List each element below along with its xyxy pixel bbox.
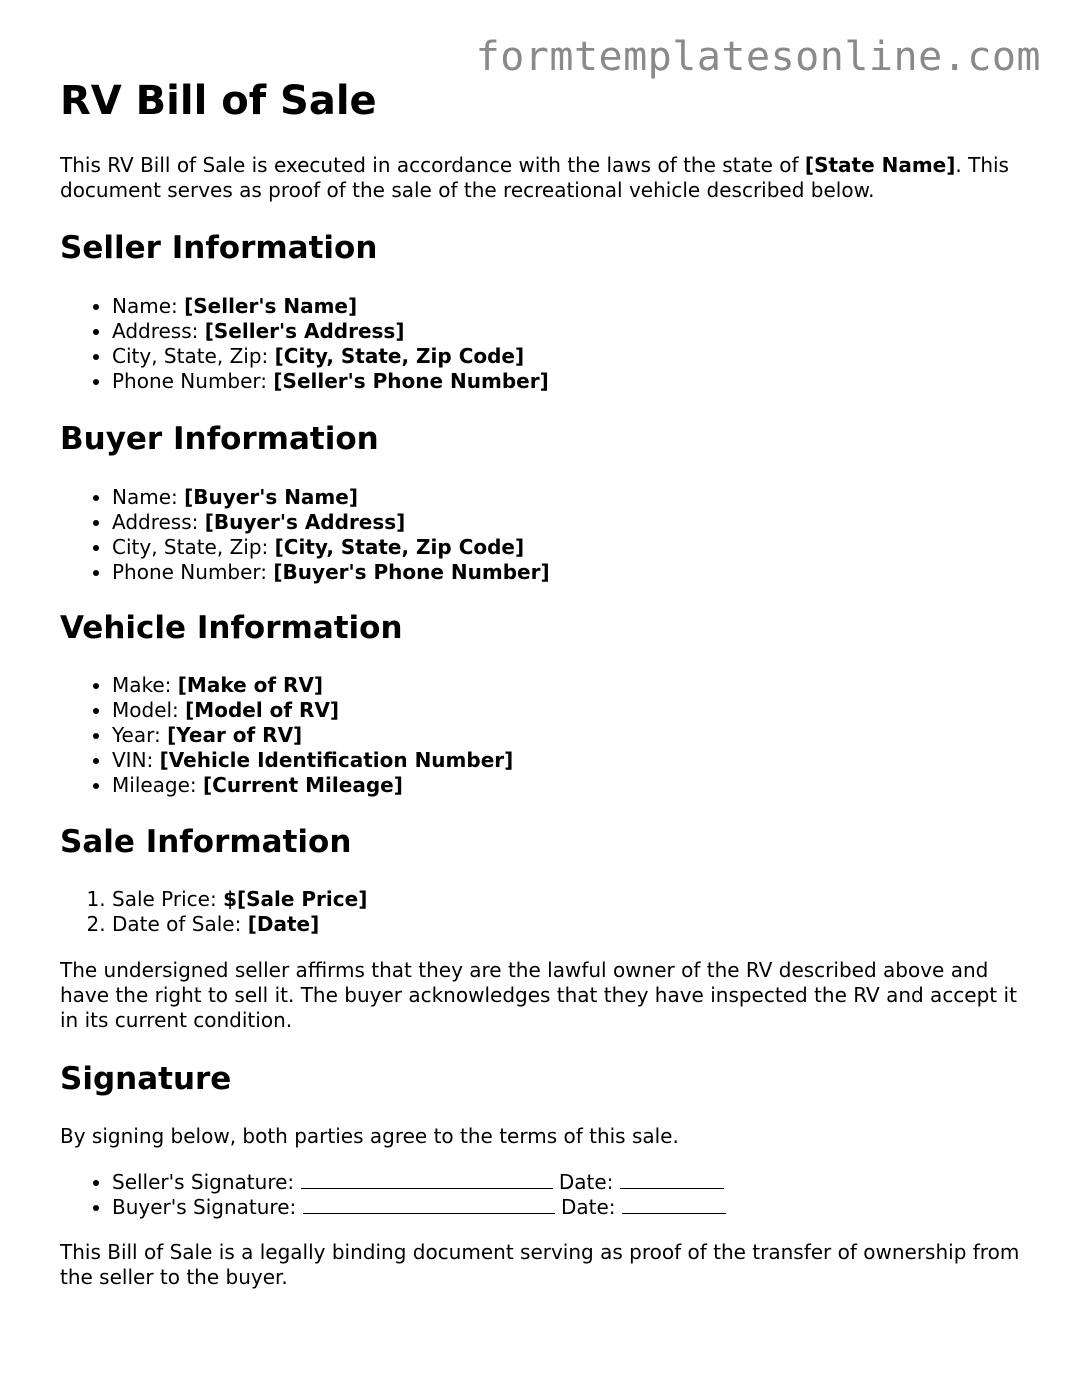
item-value: [Buyer's Name]	[184, 485, 358, 509]
signature-list	[60, 1170, 1020, 1220]
vehicle-mileage-item	[112, 773, 1020, 798]
item-label: Date of Sale:	[112, 912, 248, 936]
seller-signature-field[interactable]	[301, 1170, 553, 1189]
signature-label: Seller's Signature:	[112, 1170, 301, 1194]
item-label: Mileage:	[112, 773, 204, 797]
seller-name-item	[112, 294, 1020, 319]
item-value: [Seller's Name]	[184, 294, 358, 318]
item-label: Phone Number:	[112, 369, 274, 393]
date-label: Date:	[552, 1170, 620, 1194]
closing-paragraph: This Bill of Sale is a legally binding document serving as proof of the transfer of ownership from the seller to the buyer.	[60, 1240, 1020, 1289]
signature-heading: Signature	[60, 1061, 232, 1097]
item-value: [Date]	[247, 912, 320, 936]
seller-signature-line	[112, 1170, 1020, 1195]
buyer-signature-line	[112, 1195, 1020, 1220]
buyer-date-field[interactable]	[622, 1195, 726, 1214]
sale-date-item	[112, 912, 1020, 937]
vehicle-vin-item	[112, 748, 1020, 773]
item-label: Address:	[112, 319, 205, 343]
buyer-name-item	[112, 485, 1020, 510]
buyer-heading: Buyer Information	[60, 421, 379, 457]
seller-list	[60, 294, 1020, 394]
state-placeholder: [State Name]	[804, 153, 956, 177]
item-label: Name:	[112, 294, 185, 318]
vehicle-make-item	[112, 673, 1020, 698]
item-label: City, State, Zip:	[112, 535, 275, 559]
intro-paragraph	[60, 153, 1020, 203]
item-label: City, State, Zip:	[112, 344, 275, 368]
item-label: Name:	[112, 485, 185, 509]
item-value: [Seller's Phone Number]	[273, 369, 549, 393]
item-label: VIN:	[112, 748, 160, 772]
vehicle-list	[60, 673, 1020, 798]
buyer-signature-field[interactable]	[303, 1195, 555, 1214]
sale-list	[60, 887, 1020, 937]
buyer-city-item	[112, 535, 1020, 560]
item-value: [Vehicle Identification Number]	[159, 748, 514, 772]
seller-address-item	[112, 319, 1020, 344]
item-value: [Buyer's Phone Number]	[273, 560, 550, 584]
signature-label: Buyer's Signature:	[112, 1195, 303, 1219]
intro-text-after: . This document serves as proof of the sale of the recreational vehicle described below.	[60, 153, 1009, 202]
item-value: [Model of RV]	[185, 698, 340, 722]
vehicle-year-item	[112, 723, 1020, 748]
item-value: [City, State, Zip Code]	[274, 535, 525, 559]
item-value: [Buyer's Address]	[204, 510, 406, 534]
item-label: Year:	[112, 723, 168, 747]
document-content	[60, 153, 1020, 1290]
item-label: Address:	[112, 510, 205, 534]
vehicle-heading: Vehicle Information	[60, 610, 403, 646]
vehicle-model-item	[112, 698, 1020, 723]
item-value: [City, State, Zip Code]	[274, 344, 525, 368]
item-value: [Year of RV]	[167, 723, 303, 747]
date-label: Date:	[554, 1195, 622, 1219]
seller-city-item	[112, 344, 1020, 369]
item-label: Make:	[112, 673, 178, 697]
page-title: RV Bill of Sale	[60, 78, 377, 124]
affirmation-paragraph: The undersigned seller affirms that they are the lawful owner of the RV described above and have the right to sell it. The buyer acknowledges that they have inspected the RV and accept it in its current condition.	[60, 958, 1017, 1032]
item-value: $[Sale Price]	[223, 887, 368, 911]
sale-price-item	[112, 887, 1020, 912]
buyer-list	[60, 485, 1020, 585]
buyer-phone-item	[112, 560, 1020, 585]
seller-date-field[interactable]	[620, 1170, 724, 1189]
item-value: [Seller's Address]	[204, 319, 405, 343]
watermark: formtemplatesonline.com	[475, 34, 1041, 80]
sale-heading: Sale Information	[60, 824, 352, 860]
signature-intro: By signing below, both parties agree to the terms of this sale.	[60, 1124, 679, 1148]
item-value: [Current Mileage]	[203, 773, 403, 797]
buyer-address-item	[112, 510, 1020, 535]
item-label: Sale Price:	[112, 887, 224, 911]
item-label: Model:	[112, 698, 186, 722]
item-value: [Make of RV]	[177, 673, 324, 697]
seller-heading: Seller Information	[60, 230, 378, 266]
seller-phone-item	[112, 369, 1020, 394]
item-label: Phone Number:	[112, 560, 274, 584]
intro-text-before: This RV Bill of Sale is executed in accordance with the laws of the state of	[60, 153, 805, 177]
